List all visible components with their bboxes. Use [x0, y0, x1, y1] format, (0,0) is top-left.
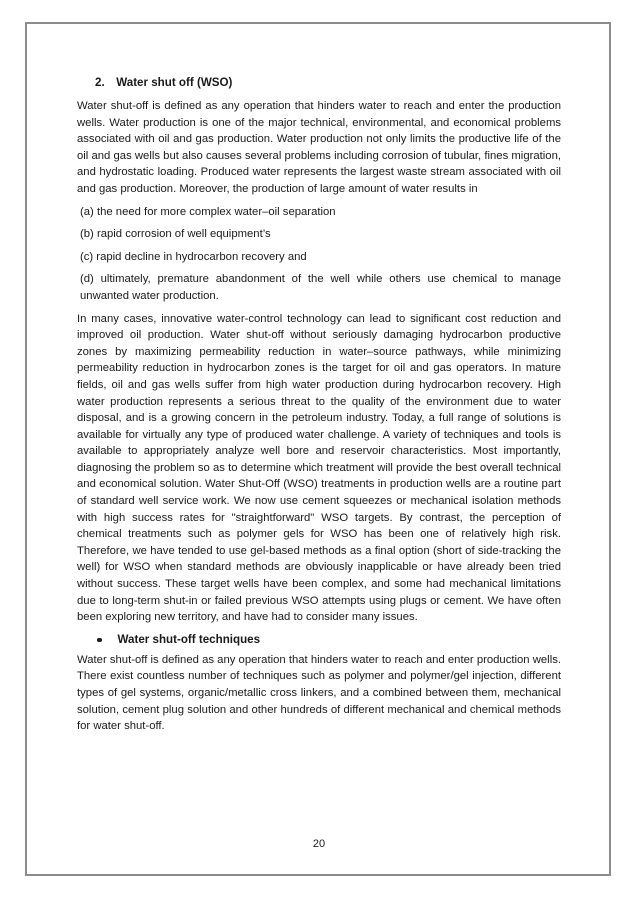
- subsection-heading: [95, 632, 561, 648]
- list-item-d: (d) ultimately, premature abandonment of the well while others use chemical to manage unwanted water production.: [80, 273, 561, 302]
- intro-paragraph: Water shut-off is defined as any operation that hinders water to reach and enter the production wells. Water production is one of the major technical, environmental, and economical problems associated with oil and gas production. Water production not only limits the productive life of the oil and gas wells but also causes several problems including corrosion of tubular, fines migration, and hydrostatic loading. Produced water represents the largest waste stream associated with oil and gas production. Moreover, the production of large amount of water results in: [77, 100, 561, 195]
- bullet-icon: [97, 638, 102, 643]
- list-item-a: (a) the need for more complex water–oil separation: [80, 205, 336, 218]
- body-paragraph: In many cases, innovative water-control technology can lead to significant cost reduction and improved oil production. Water shut-off without seriously damaging hydrocarbon productive zones by maximizing permeability reduction in water–source pathways, while minimizing permeability reduction in hydrocarbon zones is the target for oil and gas operators. In mature fields, oil and gas wells suffer from high water production during hydrocarbon recovery. High water production represents a serious threat to the quality of the environment due to water disposal, and is a growing concern in the petroleum industry. Today, a full range of solutions is available for virtually any type of produced water challenge. A variety of techniques and tools is available to appropriately analyze well bore and reservoir characteristics. Most importantly, diagnosing the problem so as to determine which treatment will provide the best overall technical and economical solution. Water Shut-Off (WSO) treatments in production wells are a routine part of standard well service work. We now use cement squeezes or mechanical isolation methods with high success rates for "straightforward" WSO targets. By contrast, the perception of chemical treatments such as polymer gels for WSO has been one of relatively high risk. Therefore, we have tended to use gel-based methods as a final option (short of side-tracking the well) for WSO when standard methods are obviously inapplicable or have already been tried without success. These target wells have been complex, and some had mechanical limitations due to long-term shut-in or failed previous WSO attempts using plugs or cement. We have often been exploring new territory, and have had to consider many issues.: [77, 312, 561, 624]
- section-number: 2.: [95, 76, 105, 89]
- list-item-c: (c) rapid decline in hydrocarbon recovery and: [80, 250, 307, 263]
- techniques-paragraph: Water shut-off is defined as any operation that hinders water to reach and enter production wells. There exist countless number of techniques such as polymer and polymer/gel injection, different types of gel systems, organic/metallic cross linkers, and a combined between them, mechanical solution, cement plug solution and other hundreds of different mechanical and chemical methods for water shut-off.: [77, 653, 561, 733]
- subsection-title: Water shut-off techniques: [117, 632, 261, 646]
- section-title: Water shut off (WSO): [116, 76, 233, 89]
- page-content: [77, 76, 561, 740]
- section-heading: [95, 76, 561, 90]
- page-number: 20: [312, 838, 326, 850]
- list-item-b: (b) rapid corrosion of well equipment’s: [80, 228, 271, 241]
